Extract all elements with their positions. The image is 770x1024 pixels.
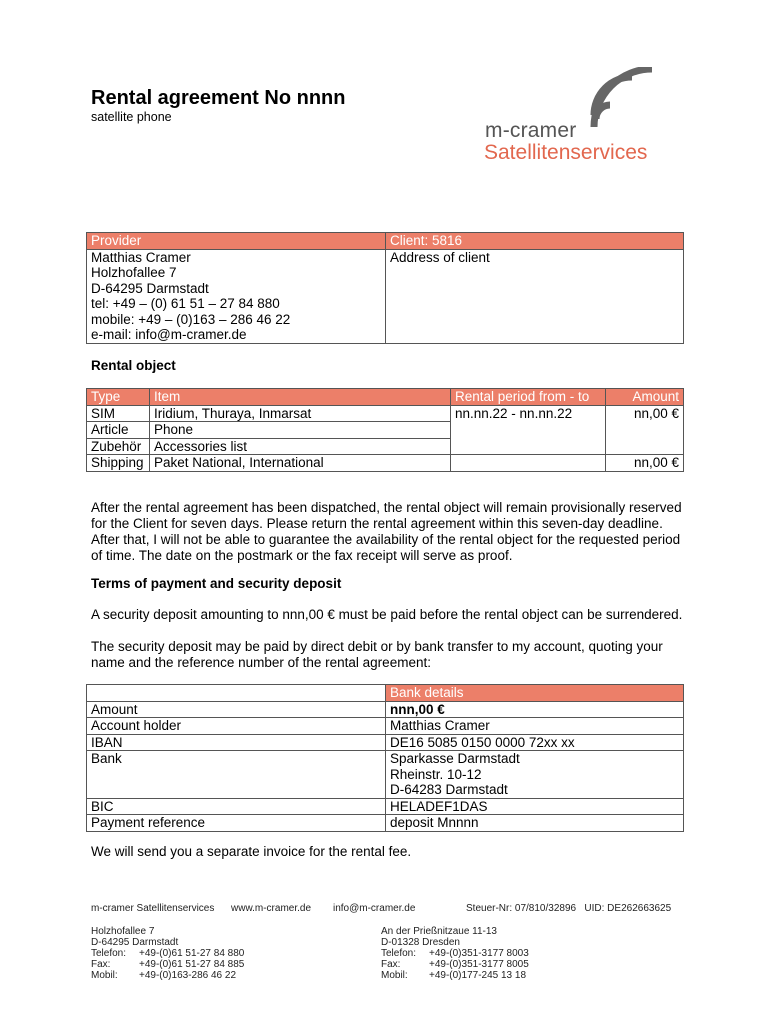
footer-phone-label: Telefon: <box>381 948 417 959</box>
table-row <box>87 718 684 735</box>
rental-object-heading: Rental object <box>91 358 176 373</box>
bank-label: Bank <box>87 751 386 799</box>
client-header: Client: 5816 <box>386 233 684 250</box>
page-subtitle: satellite phone <box>91 110 172 124</box>
iban-value: DE16 5085 0150 0000 72xx xx <box>386 734 684 751</box>
footer-city: D-01328 Dresden <box>381 937 460 948</box>
reference-label: Payment reference <box>87 815 386 832</box>
row-type: Article <box>87 422 150 439</box>
bank-line: Rheinstr. 10-12 <box>390 766 482 782</box>
table-row <box>87 405 684 422</box>
provider-line: mobile: +49 – (0)163 – 286 46 22 <box>91 311 291 327</box>
bic-label: BIC <box>87 798 386 815</box>
bank-line: Sparkasse Darmstadt <box>390 751 520 766</box>
table-row <box>87 798 684 815</box>
reference-value: deposit Mnnnn <box>386 815 684 832</box>
footer-company: m-cramer Satellitenservices <box>91 903 215 914</box>
row-item: Paket National, International <box>150 455 451 472</box>
payment-heading: Terms of payment and security deposit <box>91 576 342 591</box>
signal-waves-icon <box>584 67 664 133</box>
shipping-period <box>451 455 606 472</box>
bic-value: HELADEF1DAS <box>386 798 684 815</box>
footer-email: info@m-cramer.de <box>333 903 416 914</box>
logo-name: m-cramer <box>485 119 577 142</box>
provider-line: tel: +49 – (0) 61 51 – 27 84 880 <box>91 296 280 311</box>
provider-line: Matthias Cramer <box>91 249 191 265</box>
row-type: Zubehör <box>87 438 150 455</box>
parties-table <box>86 232 684 344</box>
row-type: Shipping <box>87 455 150 472</box>
footer-street: Holzhofallee 7 <box>91 926 155 937</box>
bank-details-header: Bank details <box>386 685 684 702</box>
column-header: Amount <box>606 389 684 406</box>
provider-line: e-mail: info@m-cramer.de <box>91 327 247 342</box>
provider-line: Holzhofallee 7 <box>91 265 177 280</box>
rental-period: nn.nn.22 - nn.nn.22 <box>451 405 606 455</box>
deposit-paragraph: A security deposit amounting to nnn,00 € must be paid before the rental object can be surrendered. <box>91 607 683 622</box>
footer-phone-label: Telefon: <box>91 948 127 959</box>
logo-tagline: Satellitenservices <box>484 141 648 164</box>
reservation-paragraph: After the rental agreement has been dispatched, the rental object will remain provisionally reserved for the Client for seven days. Please return the rental agreement within this seven-day deadline. After that, I will not be able to guarantee the availability of the rental object for the requested period of time. The date on the postmark or the fax receipt will serve as proof. <box>91 500 682 563</box>
footer-fax-label: Fax: <box>381 959 401 970</box>
footer-address-darmstadt <box>91 926 291 981</box>
table-row <box>87 734 684 751</box>
table-row <box>87 455 684 472</box>
footer-phone: +49-(0)61 51-27 84 880 <box>139 948 245 959</box>
table-row <box>87 701 684 718</box>
rental-object-table <box>86 388 684 472</box>
holder-label: Account holder <box>87 718 386 735</box>
bank-details-table <box>86 684 684 832</box>
footer-mobile-label: Mobil: <box>381 970 408 981</box>
footer-tax: Steuer-Nr: 07/810/32896 UID: DE262663625 <box>466 903 672 914</box>
amount-value: nnn,00 € <box>386 701 684 718</box>
client-address: Address of client <box>386 249 684 343</box>
column-header: Rental period from - to <box>451 389 606 406</box>
footer-phone: +49-(0)351-3177 8003 <box>429 948 529 959</box>
footer-mobile: +49-(0)163-286 46 22 <box>139 970 237 981</box>
row-item: Iridium, Thuraya, Inmarsat <box>150 405 451 422</box>
row-item: Accessories list <box>150 438 451 455</box>
column-header: Item <box>150 389 451 406</box>
footer-city: D-64295 Darmstadt <box>91 937 179 948</box>
invoice-note: We will send you a separate invoice for the rental fee. <box>91 844 412 859</box>
footer-mobile: +49-(0)177-245 13 18 <box>429 970 527 981</box>
transfer-paragraph: The security deposit may be paid by direct debit or by bank transfer to my account, quoting your name and the reference number of the rental agreement: <box>91 639 663 670</box>
footer-fax: +49-(0)351-3177 8005 <box>429 959 529 970</box>
provider-address <box>87 249 386 343</box>
footer-fax-label: Fax: <box>91 959 111 970</box>
footer-address-dresden <box>381 926 601 981</box>
footer-fax: +49-(0)61 51-27 84 885 <box>139 959 245 970</box>
footer-web: www.m-cramer.de <box>231 903 312 914</box>
table-row <box>87 815 684 832</box>
iban-label: IBAN <box>87 734 386 751</box>
column-header: Type <box>87 389 150 406</box>
footer-street: An der Prießnitzaue 11-13 <box>381 926 497 937</box>
provider-line: D-64295 Darmstadt <box>91 280 209 296</box>
bank-header-blank <box>87 685 386 702</box>
row-item: Phone <box>150 422 451 439</box>
shipping-amount: nn,00 € <box>606 455 684 472</box>
bank-line: D-64283 Darmstadt <box>390 782 508 797</box>
holder-value: Matthias Cramer <box>386 718 684 735</box>
bank-address <box>386 751 684 799</box>
footer-mobile-label: Mobil: <box>91 970 118 981</box>
amount-label: Amount <box>87 701 386 718</box>
table-row <box>87 751 684 799</box>
company-logo <box>484 67 684 167</box>
page-title: Rental agreement No nnnn <box>91 87 346 109</box>
rental-amount: nn,00 € <box>606 405 684 455</box>
row-type: SIM <box>87 405 150 422</box>
provider-header: Provider <box>87 233 386 250</box>
